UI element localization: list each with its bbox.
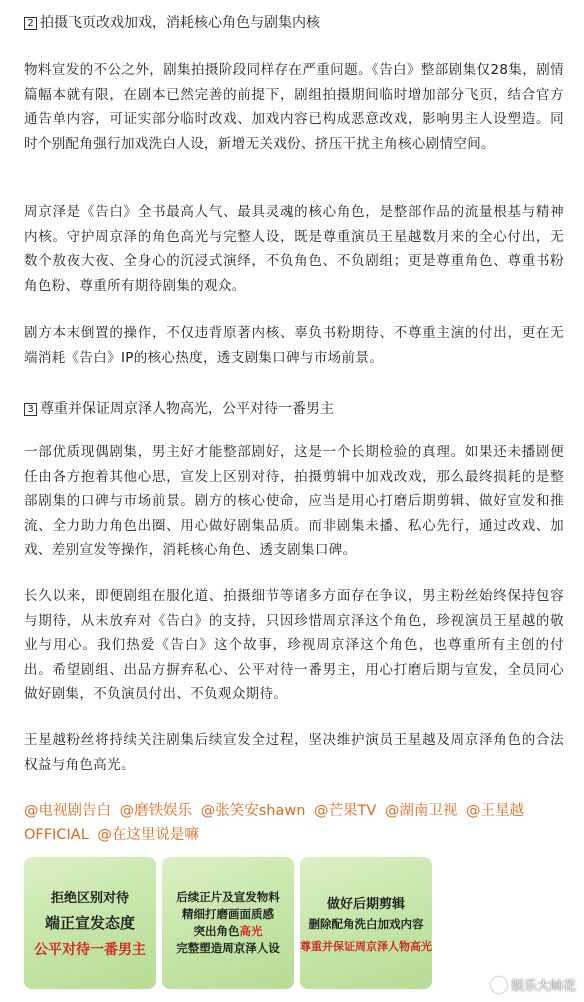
image-card-2[interactable] [162,857,294,989]
card-1-line-2: 端正宣发态度 [44,914,135,932]
card-2-highlight-text: 高光 [239,924,263,938]
weibo-watermark [491,975,576,994]
section-2-title: 拍摄飞页改戏加戏，消耗核心角色与剧集内核 [40,15,320,31]
section-3-heading [24,398,334,420]
section-2-paragraph-3: 剧方本末倒置的操作，不仅违背原著内核、辜负书粉期待、不尊重主演的付出，更在无端消耗《告白》IP的核心热度，透支剧集口碑与市场前景。 [24,325,564,366]
section-2-paragraph-2: 周京泽是《告白》全书最高人气、最具灵魂的核心角色，是整部作品的流量根基与精神内核。守护周京泽的角色高光与完整人设，既是尊重演员王星越数月来的全心付出，无数个敖夜大夜、全身心的沉浸式演绎，不负角色、不负剧组；更是尊重角色、尊重书粉角色粉、尊重所有期待剧集的观众。 [24,204,564,294]
section-3-paragraph-1: 一部优质现偶剧集，男主好才能整部剧好，这是一个长期检验的真理。如果还未播剧便任由各方抱着其他心思，宣发上区别对待，拍摄剪辑中加戏改戏，那么最终损耗的是整部剧集的口碑与市场前景。剧方的核心使命，应当是用心打磨后期剪辑、做好宣发和推流、全力助力角色出圈、用心做好剧集品质。而非剧集未播、私心先行，通过改戏、加戏、差别宣发等操作，消耗核心角色、透支剧集口碑。 [24,444,564,558]
mention-link[interactable]: @王星越OFFICIAL [24,803,525,843]
image-card-3[interactable] [300,857,432,989]
mention-link[interactable]: @在这里说是嘛 [97,827,199,843]
section-3-paragraph-3: 王星越粉丝将持续关注剧集后续宣发全过程，坚决维护演员王星越及周京泽角色的合法权益与角色高光。 [24,732,564,773]
section-3-title: 尊重并保证周京泽人物高光，公平对待一番男主 [40,401,334,417]
card-1-line-1: 拒绝区别对待 [50,891,129,906]
image-card-1[interactable] [24,857,156,989]
mention-link[interactable]: @芒果TV [314,803,377,819]
card-2-line-1: 后续正片及宣发物料 [176,890,280,904]
section-3-number-box: 3 [24,403,37,416]
mention-link[interactable]: @磨铁娱乐 [119,803,193,819]
mention-link[interactable]: @湖南卫视 [384,803,458,819]
image-grid [24,857,432,989]
watermark-text: 娱乐大屾花 [510,979,576,994]
section-2-number-box: 2 [24,17,37,30]
section-3-paragraph-2: 长久以来，即便剧组在服化道、拍摄细节等诸多方面存在争议，男主粉丝始终保持包容与期待，从未放弃对《告白》的支持，只因珍惜周京泽这个角色，珍视演员王星越的敬业与用心。我们热爱《告白》这个故事，珍视周京泽这个角色，也尊重所有主创的付出。希望剧组、出品方摒弃私心、公平对待一番男主，用心打磨后期与宣发，全员同心做好剧集，不负演员付出、不负观众期待。 [24,588,564,702]
card-2-line-4: 完整塑造周京泽人设 [176,941,280,955]
card-3-line-3: 尊重并保证周京泽人物高光 [300,939,432,953]
card-2-line-3 [194,923,263,940]
mention-list [24,799,564,847]
card-3-line-1: 做好后期剪辑 [326,896,405,912]
card-2-line-2: 精细打磨画面质感 [182,907,274,921]
card-1-line-3: 公平对待一番男主 [34,942,146,958]
section-2-paragraph-1: 物料宣发的不公之外，剧集拍摄阶段同样存在严重问题。《告白》整部剧集仅28集，剧情篇幅本就有限，在剧本已然完善的前提下，剧组拍摄期间临时增加部分飞页，结合官方通告单内容，可证实部分临时改戏、加戏内容已构成恶意改戏，影响男主人设塑造。同时个别配角强行加戏洗白人设，新增无关戏份、挤压干扰主角核心剧情空间。 [24,62,564,152]
weibo-logo-icon [491,977,507,993]
card-3-line-2: 删除配角洗白加戏内容 [308,916,424,931]
card-2-line-3-text: 突出角色 [193,924,240,938]
mention-link[interactable]: @电视剧告白 [24,803,111,819]
section-2-heading [24,12,320,34]
mention-link[interactable]: @张笑安shawn [200,803,306,819]
